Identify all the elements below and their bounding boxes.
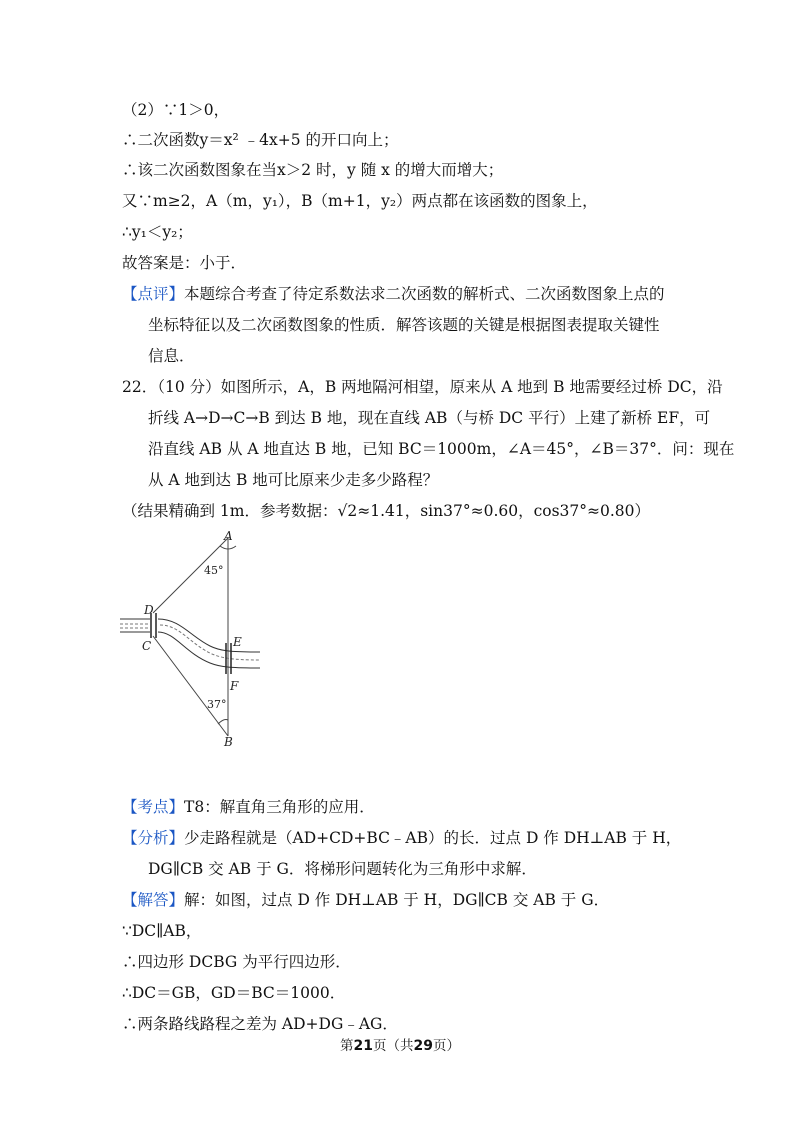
question-line-3: 沿直线 AB 从 A 地直达 B 地，已知 BC＝1000m，∠A＝45°，∠B＝37°．问：现在 xyxy=(148,440,735,458)
angle-a-label: 45° xyxy=(204,564,224,577)
comment-line-2: 坐标特征以及二次函数图象的性质．解答该题的关键是根据图表提取关键性 xyxy=(148,316,660,334)
label-d: D xyxy=(144,603,154,617)
kaodian-line xyxy=(122,797,375,817)
label-c: C xyxy=(142,639,152,653)
fenxi-text-1: 少走路程就是（AD+CD+BC﹣AB）的长．过点 D 作 DH⊥AB 于 H， xyxy=(184,829,682,847)
footer-prefix: 第 xyxy=(340,1038,354,1054)
jieda-line-1 xyxy=(122,890,609,910)
fenxi-line-2: DG∥CB 交 AB 于 G．将梯形问题转化为三角形中求解． xyxy=(148,860,537,878)
question-line-2: 折线 A→D→C→B 到达 B 地，现在直线 AB（与桥 DC 平行）上建了新桥 EF，可 xyxy=(148,409,711,427)
jieda-text-1: 解：如图，过点 D 作 DH⊥AB 于 H，DG∥CB 交 AB 于 G． xyxy=(184,891,610,909)
kaodian-tag: 【考点】 xyxy=(122,798,185,816)
footer-suffix: 页） xyxy=(432,1038,460,1054)
jieda-line-3: ∴四边形 DCBG 为平行四边形． xyxy=(122,953,351,971)
line-2: ∴二次函数y＝x² ﹣4x+5 的开口向上； xyxy=(122,131,399,149)
angle-b-label: 37° xyxy=(207,698,227,711)
jieda-line-5: ∴两条路线路程之差为 AD+DG﹣AG． xyxy=(122,1015,398,1033)
comment-tag: 【点评】 xyxy=(122,285,185,303)
footer-page-number: 21 xyxy=(353,1038,373,1054)
jieda-line-2: ∵DC∥AB， xyxy=(122,922,202,940)
label-f: F xyxy=(230,679,239,693)
question-line-1: 22．（10 分）如图所示，A，B 两地隔河相望，原来从 A 地到 B 地需要经过桥 DC，沿 xyxy=(122,378,723,396)
comment-line-3: 信息． xyxy=(148,347,195,365)
jieda-tag: 【解答】 xyxy=(122,891,185,909)
footer-total-pages: 29 xyxy=(413,1038,433,1054)
angle-b-arc xyxy=(218,720,228,725)
kaodian-text: T8：解直角三角形的应用． xyxy=(184,798,375,816)
fenxi-tag: 【分析】 xyxy=(122,829,185,847)
line-3: ∴该二次函数图象在当x＞2 时，y 随 x 的增大而增大； xyxy=(122,161,504,179)
page-footer xyxy=(0,1034,800,1054)
footer-mid: 页（共 xyxy=(373,1038,414,1054)
label-b: B xyxy=(224,735,233,748)
line-5: ∴y₁＜y₂； xyxy=(122,223,193,241)
comment-text-1: 本题综合考查了待定系数法求二次函数的解析式、二次函数图象上点的 xyxy=(184,285,665,303)
jieda-line-4: ∴DC＝GB，GD＝BC＝1000． xyxy=(122,984,346,1002)
fenxi-line-1 xyxy=(122,828,681,848)
comment-line-1 xyxy=(122,284,665,304)
question-line-4: 从 A 地到达 B 地可比原来少走多少路程？ xyxy=(148,471,439,489)
label-a: A xyxy=(224,529,233,543)
line-1: （2）∵1＞0， xyxy=(122,101,230,119)
bridge-diagram xyxy=(120,528,270,748)
line-6: 故答案是：小于． xyxy=(122,254,247,272)
label-e: E xyxy=(233,635,242,649)
line-4: 又∵m≥2，A（m，y₁），B（m+1，y₂）两点都在该函数的图象上， xyxy=(122,192,598,210)
question-line-5: （结果精确到 1m．参考数据：√2≈1.41，sin37°≈0.60，cos37°≈0.80） xyxy=(122,502,651,520)
